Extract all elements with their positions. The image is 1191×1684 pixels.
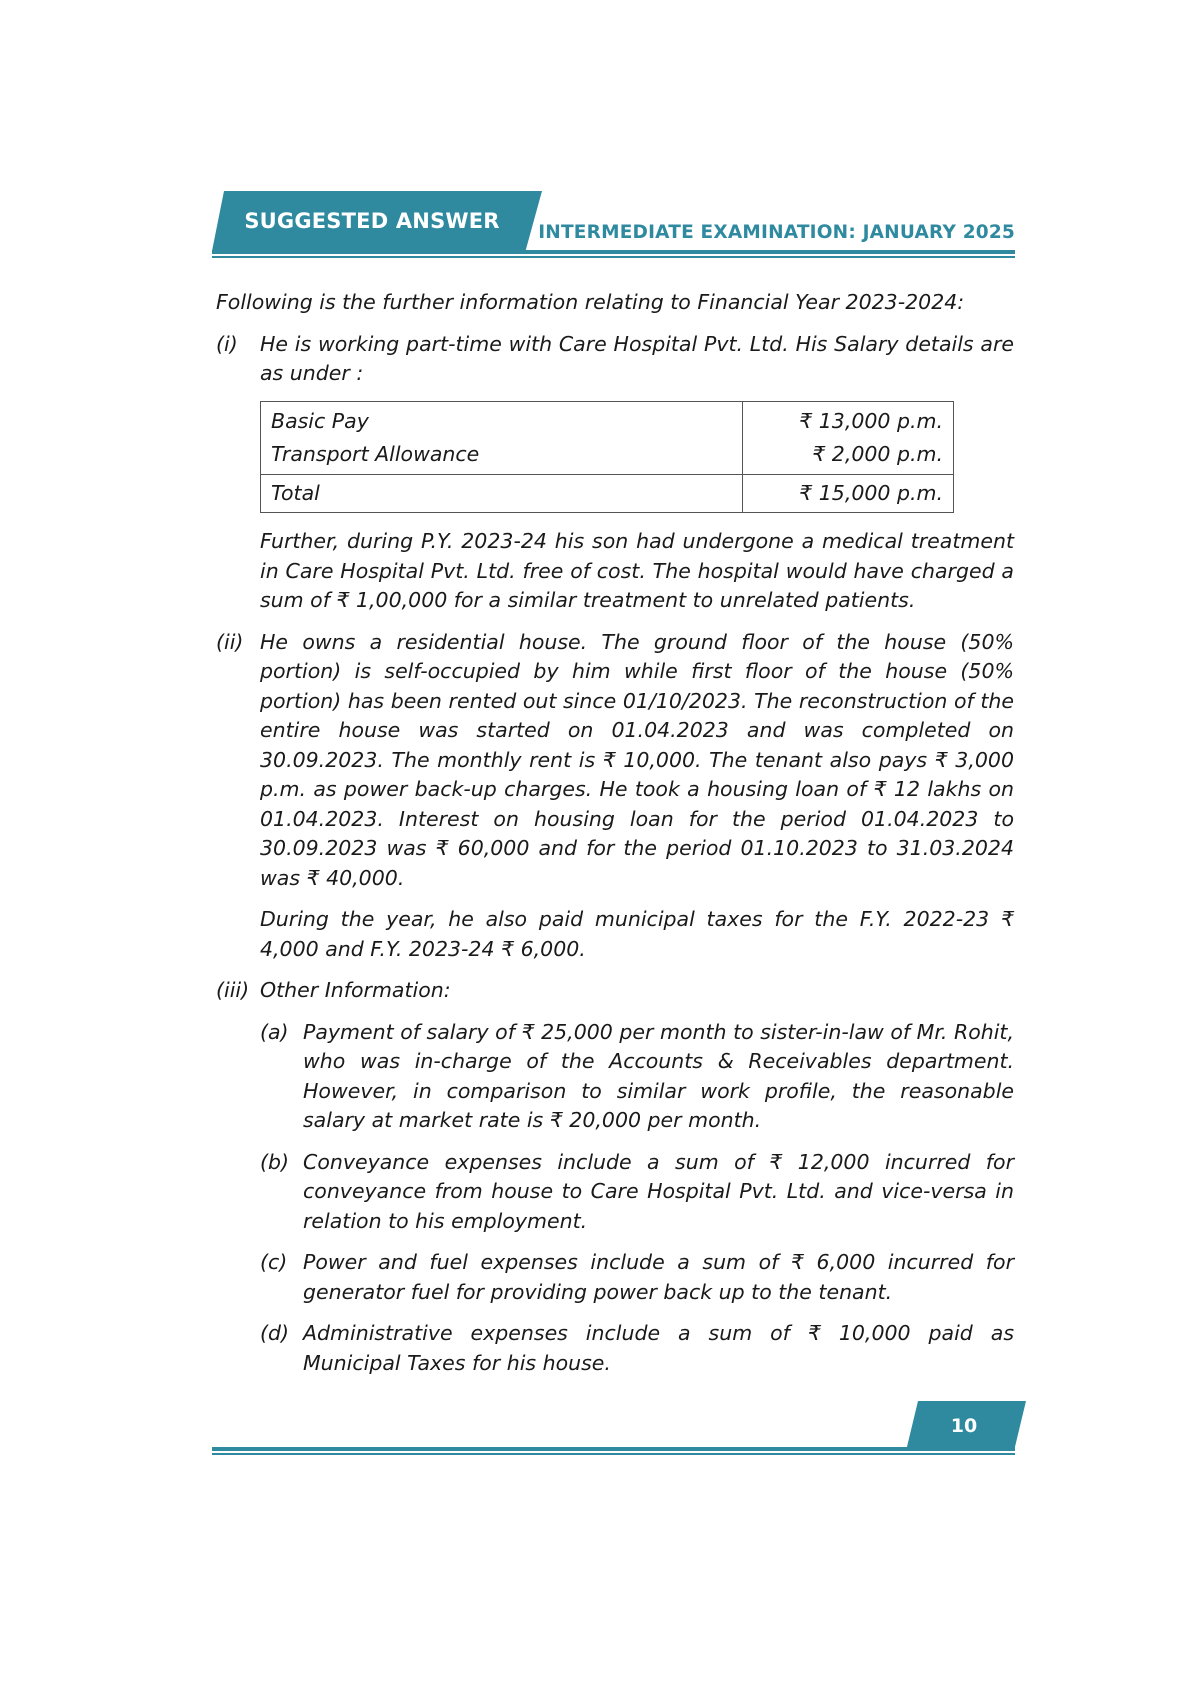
footer-rule: [212, 1447, 1015, 1451]
table-cell-amount: ₹ 15,000 p.m.: [743, 474, 954, 513]
subitem-number: (c): [260, 1250, 288, 1274]
subitem-d: [260, 1319, 1014, 1378]
table-row: [261, 401, 954, 438]
subitem-a: [260, 1018, 1014, 1136]
item-paragraph: Further, during P.Y. 2023-24 his son had undergone a medical treatment in Care Hospital Pvt. Ltd. free of cost. The hospital would have charged a sum of ₹ 1,00,000 for a similar treatment to unrelated patients.: [260, 529, 1014, 612]
table-cell-label: Basic Pay: [261, 401, 743, 438]
item-paragraph: During the year, he also paid municipal taxes for the F.Y. 2022-23 ₹ 4,000 and F.Y. 2023-24 ₹ 6,000.: [260, 907, 1014, 961]
table-cell-label: Transport Allowance: [261, 438, 743, 474]
salary-table: [260, 401, 954, 514]
item-text: He is working part-time with Care Hospital Pvt. Ltd. His Salary details are as under :: [260, 331, 1014, 385]
header-rule: [212, 250, 1015, 254]
table-cell-label: Total: [261, 474, 743, 513]
item-ii: [216, 628, 1014, 965]
header-tab-label: SUGGESTED ANSWER: [244, 209, 500, 233]
footer-rule-thin: [212, 1453, 1015, 1455]
intro-text: Following is the further information relating to Financial Year 2023-2024:: [216, 290, 965, 314]
item-iii: [216, 976, 1014, 1378]
page-number: 10: [950, 1415, 978, 1437]
item-i: [216, 330, 1014, 616]
table-cell-amount: ₹ 13,000 p.m.: [743, 401, 954, 438]
header-rule-thin: [212, 256, 1015, 258]
item-number: (i): [216, 331, 238, 356]
page-content: [216, 288, 1014, 1390]
subitem-text: Conveyance expenses include a sum of ₹ 12,000 incurred for conveyance from house to Care Hospital Pvt. Ltd. and vice-versa in relation to his employment.: [303, 1149, 1014, 1233]
item-paragraph: He owns a residential house. The ground floor of the house (50% portion) is self-occupied by him while first floor of the house (50% portion) has been rented out since 01/10/2023. The reconstruction of the entire house was started on 01.04.2023 and was completed on 30.09.2023. The monthly rent is ₹ 10,000. The tenant also pays ₹ 3,000 p.m. as power back-up charges. He took a housing loan of ₹ 12 lakhs on 01.04.2023. Interest on housing loan for the period 01.04.2023 to 30.09.2023 was ₹ 60,000 and for the period 01.10.2023 to 31.03.2024 was ₹ 40,000.: [260, 629, 1014, 890]
item-number: (iii): [216, 978, 250, 1002]
table-row: [261, 438, 954, 474]
subitem-b: [260, 1148, 1014, 1237]
subitem-text: Payment of salary of ₹ 25,000 per month to sister-in-law of Mr. Rohit, who was in-charge of the Accounts & Receivables department. However, in comparison to similar work profile, the reasonable salary at market rate is ₹ 20,000 per month.: [303, 1019, 1014, 1132]
item-body: [260, 628, 1014, 965]
item-body: [260, 976, 1014, 1378]
subitem-text: Power and fuel expenses include a sum of ₹ 6,000 incurred for generator fuel for providing power back up to the tenant.: [303, 1250, 1014, 1304]
item-number: (ii): [216, 629, 244, 654]
table-cell-amount: ₹ 2,000 p.m.: [743, 438, 954, 474]
subitem-number: (a): [260, 1019, 289, 1044]
subitem-c: [260, 1248, 1014, 1307]
subitem-number: (b): [260, 1149, 290, 1174]
table-row-total: [261, 474, 954, 513]
item-text: Other Information:: [260, 978, 451, 1002]
subitem-number: (d): [260, 1321, 290, 1345]
item-body: [260, 330, 1014, 616]
exam-title: INTERMEDIATE EXAMINATION: JANUARY 2025: [538, 222, 1015, 243]
subitem-text: Administrative expenses include a sum of ₹ 10,000 paid as Municipal Taxes for his house.: [303, 1321, 1014, 1375]
